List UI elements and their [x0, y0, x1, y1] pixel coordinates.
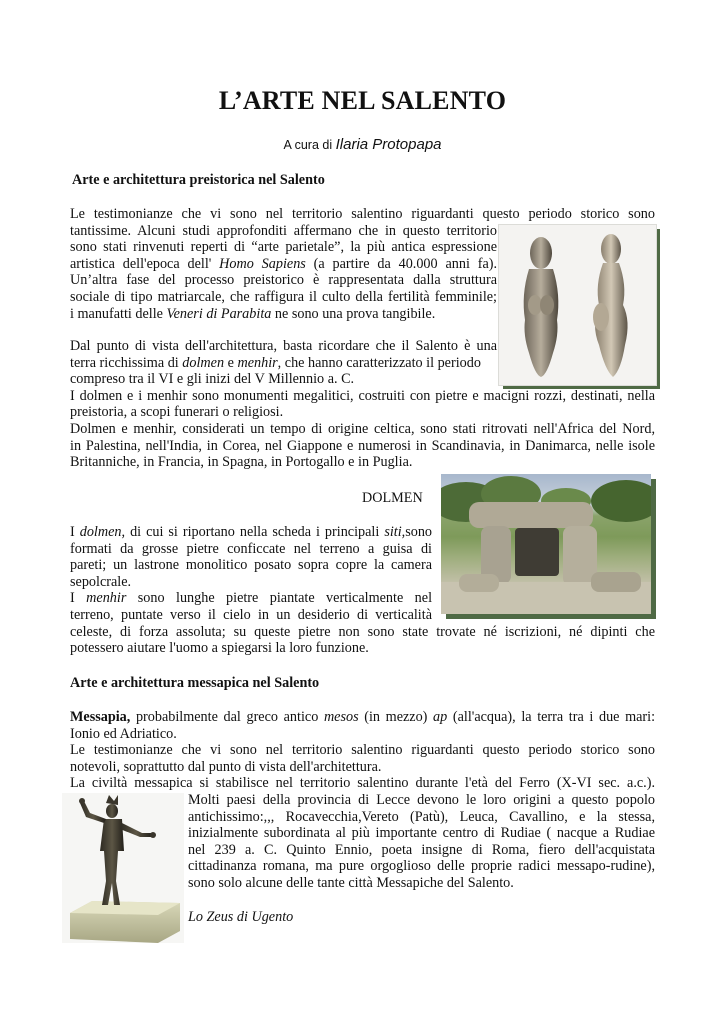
- zeus-statue-illustration: [62, 793, 184, 943]
- text-line: Molti paesi della provincia di Lecce devono le loro origini a questo popolo: [188, 792, 655, 808]
- bold-term: Messapia,: [70, 709, 131, 725]
- text-line: Britanniche, in Francia, in Spagna, in Portogallo e in Puglia.: [70, 454, 413, 471]
- text-line: I dolmen, di cui si riportano nella scheda i principali siti,sono: [70, 524, 433, 540]
- text-line: potessero aiutare l'uomo a spiegarsi la loro funzione.: [70, 640, 369, 657]
- section-heading-messapica: Arte e architettura messapica nel Salento: [70, 675, 320, 691]
- paragraph-dolmen-menhir-cont: [70, 624, 655, 657]
- paragraph-architettura-preistorica: [70, 338, 497, 388]
- text-line: compreso tra il VI e gli inizi del V Millennio a. C.: [70, 371, 355, 388]
- text-line: Le testimonianze che vi sono nel territorio salentino riguardanti questo periodo storico sono: [70, 742, 655, 759]
- text-line: terreno, puntate verso il cielo in un desiderio di verticalità: [70, 606, 432, 623]
- paragraph-preistoria-intro-wrapped: [70, 223, 497, 323]
- text-line: celeste, di forza assoluta; su queste pietre non sono state trovate né iscrizioni, né dipinti che: [70, 623, 655, 640]
- text-line: Messapia, probabilmente dal greco antico mesos (in mezzo) ap (all'acqua), la terra tra i due mari:: [70, 709, 656, 725]
- dolmen-photo: [441, 474, 651, 614]
- byline: [0, 136, 725, 153]
- byline-prefix: A cura di: [283, 138, 333, 152]
- text-line: Le testimonianze che vi sono nel territorio salentino riguardanti questo periodo storico sono: [70, 206, 655, 222]
- text-line: sociale di tipo matriarcale, che raffigura il culto della fertilità femminile;: [70, 288, 497, 305]
- paragraph-messapia-citta: [188, 792, 655, 892]
- dolmen-caption: DOLMEN: [362, 490, 423, 506]
- italic-term: dolmen,: [79, 524, 126, 540]
- venus-figures-illustration: [499, 225, 656, 385]
- text-line: Ionio ed Adriatico.: [70, 725, 177, 742]
- text-line: in Palestina, nell'India, in Corea, nel Giappone e numerosi in Scandinavia, in Danimarca, nelle isole: [70, 437, 655, 454]
- italic-term: dolmen: [182, 354, 225, 371]
- text-line: pareti; un lastrone monolitico posato sopra copre la camera: [70, 557, 432, 574]
- italic-term: siti,: [384, 524, 406, 540]
- text-line: sono stati rinvenuti reperti di “arte parietale”, la più antica espressione: [70, 239, 497, 256]
- text-line: notevoli, soprattutto dal punto di vista dell'architettura.: [70, 758, 382, 775]
- veneri-di-parabita-image: [498, 224, 657, 386]
- italic-term: Veneri di Parabita: [166, 305, 272, 322]
- text-line: antichissimo:,,, Rocavecchia,Vereto (Patù), Leuca, Cavallino, e la stessa,: [188, 808, 655, 825]
- text-line: inizialmente subordinata al più importante centro di Rudiae ( nacque a Rudiae: [188, 825, 655, 842]
- text-line: cittadinanza romana, ma pure orgoglioso delle proprie radici messapo-rudine),: [188, 858, 655, 875]
- italic-term: Homo Sapiens: [219, 255, 306, 272]
- text-line: sepolcrale.: [70, 573, 132, 590]
- italic-term: menhir: [237, 354, 278, 371]
- text-line: artistica dell'epoca dell' Homo Sapiens (a partire da 40.000 anni fa).: [70, 255, 498, 272]
- italic-term: ap: [433, 709, 448, 725]
- text-line: formati da grosse pietre conficcate nel terreno a guisa di: [70, 540, 432, 557]
- text-line: terra ricchissima di dolmen e menhir, che hanno caratterizzato il periodo: [70, 354, 481, 371]
- text-line: i manufatti delle Veneri di Parabita ne sono una prova tangibile.: [70, 305, 436, 322]
- text-line: nel 239 a. C. Quinto Ennio, poeta insigne di Roma, fiero dell'acquistata: [188, 841, 655, 858]
- byline-author: Ilaria Protopapa: [335, 136, 442, 153]
- text-line: tantissime. Alcuni studi approfonditi affermano che in questo territorio: [70, 222, 497, 239]
- italic-term: mesos: [323, 709, 359, 725]
- text-line: preistoria, a scopi funerari o religiosi.: [70, 404, 284, 421]
- paragraph-messapia: [70, 709, 655, 792]
- paragraph-dolmen-menhir: [70, 524, 432, 624]
- text-line: Un’altra fase del processo preistorico è rappresentata dalla struttura: [70, 272, 497, 289]
- text-line: Dal punto di vista dell'architettura, basta ricordare che il Salento è una: [70, 338, 497, 354]
- section-heading-preistorica: Arte e architettura preistorica nel Salento: [72, 172, 325, 188]
- text-line: Dolmen e menhir, considerati un tempo di origine celtica, sono stati ritrovati nell'Africa del Nord,: [70, 420, 655, 437]
- italic-term: menhir: [86, 590, 127, 607]
- text-line: I menhir sono lunghe pietre piantate verticalmente nel: [70, 590, 433, 607]
- text-line: sono solo alcune delle tante città Messapiche del Salento.: [188, 874, 514, 891]
- paragraph-megaliti: [70, 388, 655, 471]
- document-title: L’ARTE NEL SALENTO: [218, 86, 507, 115]
- text-line: La civiltà messapica si stabilisce nel territorio salentino durante l'età del Ferro (X-VI sec. a.c.).: [70, 775, 655, 792]
- text-line: I dolmen e i menhir sono monumenti megalitici, costruiti con pietre e macigni rozzi, destinati, nella: [70, 387, 655, 404]
- zeus-di-ugento-image: [62, 793, 184, 943]
- paragraph-preistoria-intro: [70, 206, 655, 223]
- zeus-caption: Lo Zeus di Ugento: [188, 909, 294, 925]
